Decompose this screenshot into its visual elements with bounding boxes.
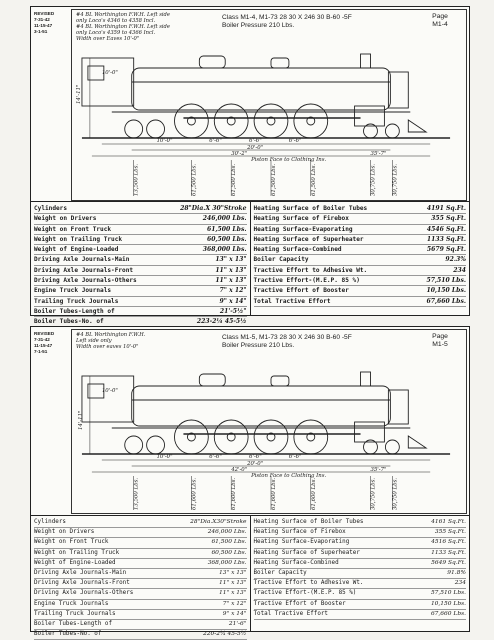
spec-value: 13" x 13" xyxy=(219,570,247,577)
spec-value: 5649 Sq.Ft. xyxy=(431,559,466,566)
spec-value: 21'-6" xyxy=(228,621,247,628)
spec-row xyxy=(254,579,467,589)
spec-value: 9" x 14" xyxy=(219,297,247,305)
spec-row xyxy=(254,204,467,214)
spec-value: 9" x 14" xyxy=(222,610,247,617)
spec-value: 60,500 Lbs. xyxy=(211,549,247,556)
locomotive-diagram xyxy=(71,329,467,514)
spec-row xyxy=(34,538,247,548)
spec-value: 5679 Sq.Ft. xyxy=(426,246,466,254)
trailing-wheel xyxy=(147,120,165,138)
spec-label: Driving Axle Journals-Others xyxy=(34,590,134,597)
class-line: Class M1-4, M1-73 28 30 X 246 30 B-60 -5F xyxy=(222,14,352,21)
driver-wheel xyxy=(174,104,208,138)
dim-label: 10'-0" xyxy=(156,453,173,461)
spec-row xyxy=(34,579,247,589)
spec-row xyxy=(34,245,247,255)
cylinder xyxy=(355,422,385,442)
spec-value: 4191 Sq.Ft. xyxy=(426,205,466,212)
dim-label: 35'-7" xyxy=(370,150,387,158)
spec-label: Weight on Trailing Truck xyxy=(34,549,120,556)
spec-row xyxy=(254,538,467,548)
spec-value: 21'-5½" xyxy=(219,307,247,315)
spec-row xyxy=(34,569,247,579)
page-number: Page M1-4 xyxy=(432,13,448,28)
spec-value: 355 Sq.Ft. xyxy=(434,529,466,536)
spec-row xyxy=(254,225,467,235)
spec-label: Boiler Tubes-No. of xyxy=(34,631,102,638)
axle-weight: 61,600 Lbs. xyxy=(310,477,317,510)
spec-label: Driving Axle Journals-Main xyxy=(34,256,130,264)
front-truck-wheel xyxy=(385,440,399,454)
spec-label: Engine Truck Journals xyxy=(34,600,109,607)
spec-value: 234 xyxy=(454,580,466,587)
spec-row xyxy=(34,266,247,276)
sand-dome xyxy=(271,376,289,386)
spec-label: Weight of Engine-Loaded xyxy=(34,559,116,566)
spec-label: Boiler Tubes-No. of xyxy=(34,318,104,326)
spec-row xyxy=(34,286,247,296)
spec-label: Total Tractive Effort xyxy=(253,610,328,617)
spec-value: 92.3% xyxy=(445,256,466,264)
dim-label: 10'-0" xyxy=(101,387,118,395)
spec-label: Cylinders xyxy=(34,205,68,212)
dim-label: 6'-6" xyxy=(209,453,222,461)
spec-label: Tractive Effort of Booster xyxy=(253,600,346,607)
spec-value: 11" x 13" xyxy=(219,580,247,587)
spec-label: Boiler Tubes-Length of xyxy=(34,307,115,315)
spec-row xyxy=(34,235,247,245)
dim-label: 10'-0" xyxy=(156,137,173,145)
smokestack xyxy=(361,54,371,68)
steam-dome xyxy=(199,374,225,386)
trailing-wheel xyxy=(147,436,165,454)
spec-label: Heating Surface of Firebox xyxy=(253,529,346,536)
spec-label: Boiler Capacity xyxy=(253,570,307,577)
spec-label: Tractive Effort to Adhesive Wt. xyxy=(253,580,364,587)
spec-row xyxy=(254,276,467,286)
spec-label: Tractive Effort to Adhesive Wt. xyxy=(253,266,368,274)
spec-label: Tractive Effort of Booster xyxy=(253,287,349,295)
spec-value: 368,000 Lbs. xyxy=(202,246,247,254)
spec-value: 4546 Sq.Ft. xyxy=(426,225,466,233)
driver-wheel xyxy=(254,420,288,454)
spec-label: Driving Axle Journals-Front xyxy=(34,266,134,274)
driver-wheel xyxy=(294,104,328,138)
axle-weight: 61,500 Lbs. xyxy=(191,163,198,196)
dim-label: 6'-6" xyxy=(209,137,222,145)
driver-wheel xyxy=(254,104,288,138)
spec-row xyxy=(34,620,247,630)
spec-row xyxy=(254,297,467,307)
spec-label: Weight of Engine-Loaded xyxy=(34,246,119,254)
spec-row xyxy=(254,528,467,538)
spec-value: 220-2¼ 45-5½ xyxy=(202,631,247,638)
axle-weight: 61,600 Lbs. xyxy=(231,477,238,510)
dim-label: 6'-6" xyxy=(249,453,262,461)
spec-value: 11" x 13" xyxy=(215,266,247,274)
spec-value: 4516 Sq.Ft. xyxy=(431,539,466,546)
smokestack xyxy=(361,372,371,386)
spec-row xyxy=(254,569,467,579)
spec-row xyxy=(34,589,247,599)
spec-row xyxy=(34,276,247,286)
axle-weight: 13,500 Lbs. xyxy=(133,163,140,196)
dim-label: 6'-6" xyxy=(288,137,302,145)
spec-label: Boiler Capacity xyxy=(253,256,309,264)
spec-col-left xyxy=(31,202,251,326)
sand-dome xyxy=(271,58,289,68)
axle-weight: 61,600 Lbs. xyxy=(270,477,277,510)
spec-col-right xyxy=(251,202,470,315)
spec-value: 4161 Sq.Ft. xyxy=(431,519,466,525)
axle-weight: 30,750 Lbs. xyxy=(370,477,377,510)
smokebox xyxy=(388,390,408,424)
axle-weight: 13,500 Lbs. xyxy=(133,477,140,510)
dim-label: 6'-6" xyxy=(288,453,302,461)
spec-value: 60,500 Lbs. xyxy=(206,235,247,243)
spec-label: Weight on Front Truck xyxy=(34,539,109,546)
spec-row xyxy=(34,307,247,317)
spec-label: Tractive Effort-(M.E.P. 85 %) xyxy=(253,590,357,597)
steam-dome xyxy=(199,56,225,68)
spec-sheet-m1-5 xyxy=(30,326,470,638)
spec-value: 11" x 13" xyxy=(215,277,247,285)
dim-label: Piston Face to Clothing Ins. xyxy=(251,472,327,480)
heater-note: #4 BL Worthington F.W.H. Left side only Loco's 4346 to 4358 Incl. #4 BL Worthington F.W.H. Left side only Loco's 4359 to 4366 Incl. Width over Eaves 10'-0" xyxy=(76,12,170,42)
spec-label: Heating Surface-Combined xyxy=(253,559,339,566)
spec-label: Tractive Effort-(M.E.P. 85 %) xyxy=(253,277,360,285)
spec-value: 61,500 Lbs. xyxy=(206,225,247,233)
axle-weight: 30,750 Lbs. xyxy=(392,163,399,196)
spec-value: 13" x 13" xyxy=(215,256,247,264)
spec-row xyxy=(254,235,467,245)
spec-value: 7" x 12" xyxy=(222,600,247,607)
spec-value: 234 xyxy=(453,266,466,274)
boiler-pressure: Boiler Pressure 210 Lbs. xyxy=(222,22,295,29)
spec-value: 28"Dia.X30"Stroke xyxy=(190,519,247,525)
spec-label: Weight on Front Truck xyxy=(34,225,112,233)
front-truck-wheel xyxy=(385,124,399,138)
spec-row xyxy=(34,518,247,528)
spec-label: Driving Axle Journals-Main xyxy=(34,570,127,577)
spec-row xyxy=(34,549,247,559)
dim-label: 20'-0" xyxy=(247,460,264,468)
spec-label: Heating Surface of Boiler Tubes xyxy=(253,205,368,212)
spec-value: 57,510 Lbs. xyxy=(430,590,466,597)
spec-row xyxy=(34,225,247,235)
spec-table xyxy=(31,515,469,638)
axle-weight: 61,500 Lbs. xyxy=(310,163,317,196)
driver-wheel xyxy=(214,420,248,454)
spec-label: Total Tractive Effort xyxy=(253,297,331,305)
dim-label: 10'-0" xyxy=(101,69,118,77)
spec-value: 67,660 Lbs. xyxy=(430,610,466,617)
spec-label: Heating Surface of Firebox xyxy=(253,215,349,223)
spec-row xyxy=(34,204,247,214)
spec-row xyxy=(34,255,247,265)
spec-table xyxy=(31,201,469,326)
spec-value: 67,660 Lbs. xyxy=(426,297,466,305)
spec-label: Cylinders xyxy=(34,519,66,525)
smokebox xyxy=(388,72,408,108)
spec-row xyxy=(254,245,467,255)
spec-row xyxy=(254,286,467,296)
dim-label: 6'-6" xyxy=(249,137,262,145)
spec-row xyxy=(254,214,467,224)
spec-value: 11" x 13" xyxy=(219,590,247,597)
spec-value: 355 Sq.Ft. xyxy=(431,215,466,223)
spec-value: 1133 Sq.Ft. xyxy=(431,549,466,556)
spec-label: Heating Surface of Superheater xyxy=(253,235,364,243)
spec-label: Weight on Trailing Truck xyxy=(34,235,123,243)
spec-value: 246,000 Lbs. xyxy=(207,529,247,536)
spec-label: Heating Surface of Superheater xyxy=(253,549,360,556)
spec-label: Heating Surface-Evaporating xyxy=(253,225,353,233)
spec-row xyxy=(34,559,247,569)
spec-value: 10,150 Lbs. xyxy=(430,600,466,607)
dim-label: 42'-0" xyxy=(231,466,248,474)
spec-row xyxy=(34,528,247,538)
spec-row xyxy=(34,600,247,610)
spec-row xyxy=(254,518,467,528)
spec-value: 57,510 Lbs. xyxy=(426,277,466,285)
trailing-wheel xyxy=(125,436,143,454)
pilot xyxy=(408,120,426,132)
dim-label: 20'-0" xyxy=(247,144,264,152)
boiler-pressure: Boiler Pressure 210 Lbs. xyxy=(222,342,295,349)
spec-row xyxy=(254,600,467,610)
revised-dates: REVISED 7-31-42 11-15-47 7-1-51 xyxy=(34,331,55,354)
locomotive-drawing xyxy=(72,330,466,513)
spec-label: Trailing Truck Journals xyxy=(34,610,116,617)
spec-value: 368,000 Lbs. xyxy=(207,559,247,566)
boiler-outline xyxy=(132,386,391,426)
spec-value: 246,000 Lbs. xyxy=(202,215,247,223)
spec-label: Heating Surface-Evaporating xyxy=(253,539,350,546)
spec-label: Driving Axle Journals-Front xyxy=(34,580,130,587)
dim-label: 30'-2" xyxy=(231,150,248,158)
spec-label: Heating Surface of Boiler Tubes xyxy=(253,519,364,525)
spec-row xyxy=(254,610,467,620)
axle-weight: 61,500 Lbs. xyxy=(270,163,277,196)
spec-value: 28"Dia.X 30"Stroke xyxy=(180,205,247,212)
spec-row xyxy=(34,214,247,224)
heater-note: #4 BL Worthington F.W.H. Left side only Width over eaves 10'-0" xyxy=(76,332,146,350)
axle-weight: 30,750 Lbs. xyxy=(370,163,377,196)
spec-sheet-m1-4 xyxy=(30,6,470,326)
locomotive-diagram xyxy=(71,9,467,201)
dim-label: 35'-7" xyxy=(370,466,387,474)
axle-weight: 30,750 Lbs. xyxy=(392,477,399,510)
spec-value: 7" x 12" xyxy=(219,287,247,295)
spec-row xyxy=(254,266,467,276)
spec-row xyxy=(254,589,467,599)
axle-weight: 61,500 Lbs. xyxy=(231,163,238,196)
spec-label: Boiler Tubes-Length of xyxy=(34,621,113,628)
axle-weight: 61,600 Lbs. xyxy=(191,477,198,510)
pilot xyxy=(408,436,426,448)
spec-value: 223-2¼ 45-5½ xyxy=(196,318,247,326)
dim-label: 14'-11" xyxy=(77,410,84,430)
revised-dates: REVISED 7-31-42 11-15-47 3-1-51 xyxy=(34,11,55,34)
driver-wheel xyxy=(174,420,208,454)
driver-wheel xyxy=(294,420,328,454)
driver-wheel xyxy=(214,104,248,138)
spec-row xyxy=(254,559,467,569)
locomotive-drawing xyxy=(72,10,466,200)
spec-row xyxy=(34,630,247,640)
spec-value: 91.8% xyxy=(447,570,466,577)
spec-row xyxy=(34,610,247,620)
class-line: Class M1-5, M1-73 28 30 X 246 30 B-60 -5F xyxy=(222,334,352,341)
spec-label: Weight on Drivers xyxy=(34,215,97,223)
spec-value: 10,150 Lbs. xyxy=(426,287,466,295)
spec-col-left xyxy=(31,516,251,638)
spec-label: Trailing Truck Journals xyxy=(34,297,119,305)
spec-label: Driving Axle Journals-Others xyxy=(34,277,137,285)
boiler-outline xyxy=(132,68,391,110)
dim-label: Piston Face to Clothing Ins. xyxy=(251,156,327,164)
spec-row xyxy=(34,297,247,307)
spec-col-right xyxy=(251,516,470,631)
spec-value: 61,500 Lbs. xyxy=(211,539,247,546)
spec-value: 1133 Sq.Ft. xyxy=(426,235,466,243)
dim-label: 14'-11" xyxy=(75,84,82,104)
spec-label: Heating Surface-Combined xyxy=(253,246,342,254)
page-number: Page M1-5 xyxy=(432,333,448,348)
spec-row xyxy=(254,549,467,559)
spec-label: Engine Truck Journals xyxy=(34,287,112,295)
spec-label: Weight on Drivers xyxy=(34,529,95,536)
spec-row xyxy=(254,255,467,265)
cylinder xyxy=(355,106,385,126)
trailing-wheel xyxy=(125,120,143,138)
